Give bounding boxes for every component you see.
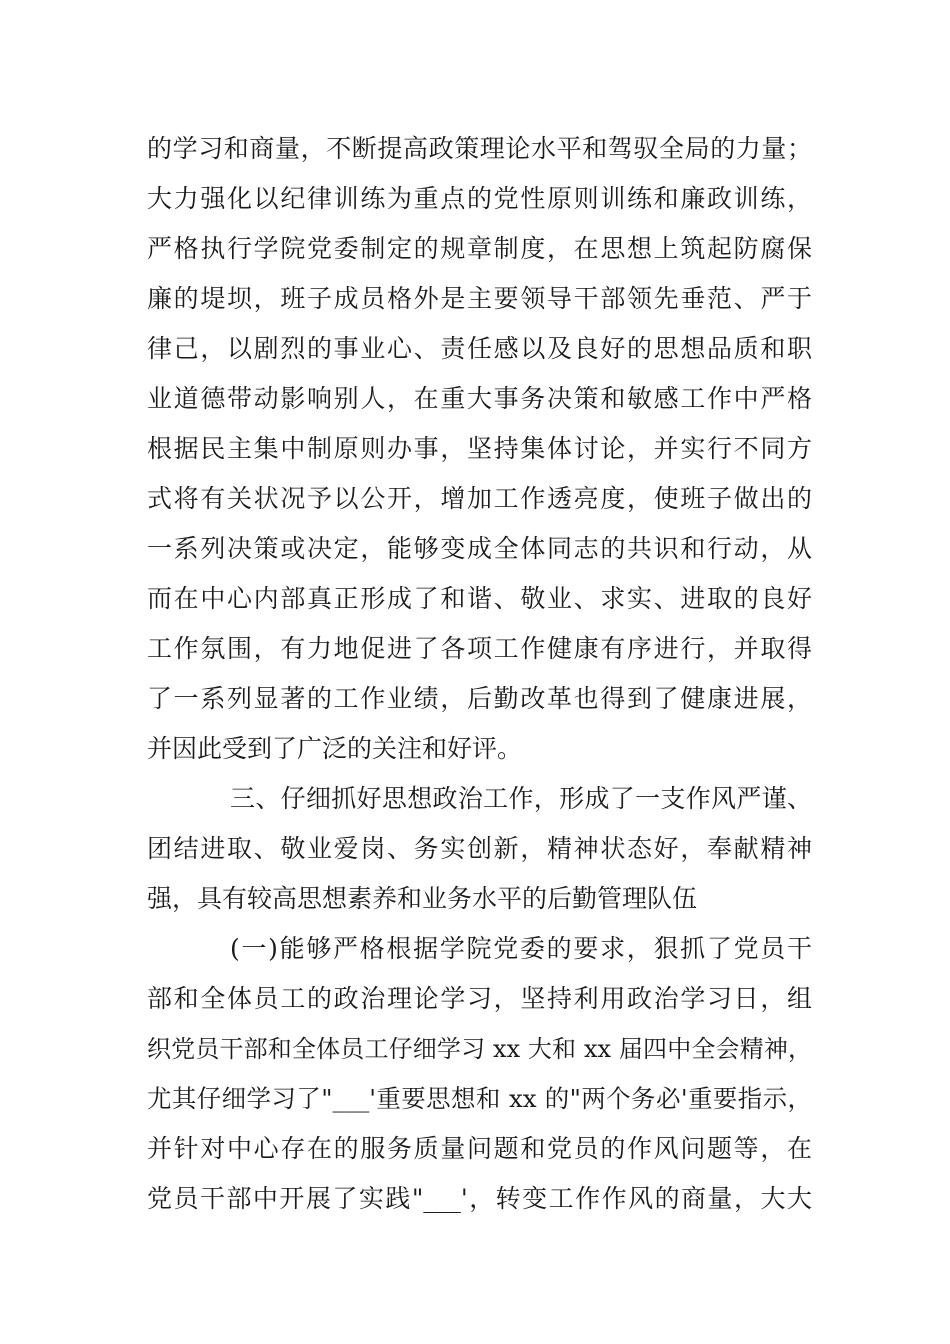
text-line: 严格执行学院党委制定的规章制度，在思想上筑起防腐保 [147, 234, 812, 263]
text-line: 的学习和商量，不断提高政策理论水平和驾驭全局的力量； [147, 134, 812, 163]
text-line: 根据民主集中制原则办事，坚持集体讨论，并实行不同方 [147, 434, 812, 463]
text-line: 律己，以剧烈的事业心、责任感以及良好的思想品质和职 [147, 334, 812, 363]
text-line: 尤其仔细学习了"___'重要思想和 xx 的"两个务必'重要指示， [147, 1084, 812, 1113]
body-text [147, 124, 812, 1224]
text-line: 织党员干部和全体员工仔细学习 xx 大和 xx 届四中全会精神， [147, 1035, 812, 1063]
text-line: 一系列决策或决定，能够变成全体同志的共识和行动，从 [147, 534, 812, 563]
text-line: 并因此受到了广泛的关注和好评。 [147, 734, 523, 763]
text-line: 并针对中心存在的服务质量问题和党员的作风问题等，在 [147, 1134, 812, 1163]
text-line: 而在中心内部真正形成了和谐、敬业、求实、进取的良好 [147, 584, 812, 613]
paragraph-first-line: 三、仔细抓好思想政治工作，形成了一支作风严谨、 [230, 784, 812, 813]
text-line: 大力强化以纪律训练为重点的党性原则训练和廉政训练， [147, 184, 812, 213]
text-line: 廉的堤坝，班子成员格外是主要领导干部领先垂范、严于 [147, 284, 812, 313]
text-line: 了一系列显著的工作业绩，后勤改革也得到了健康进展， [147, 684, 812, 713]
paragraph-first-line: (一)能够严格根据学院党委的要求，狠抓了党员干 [230, 934, 812, 963]
text-line: 团结进取、敬业爱岗、务实创新，精神状态好，奉献精神 [147, 834, 812, 863]
text-line: 部和全体员工的政治理论学习，坚持利用政治学习日，组 [147, 984, 812, 1013]
text-line: 工作氛围，有力地促进了各项工作健康有序进行，并取得 [147, 634, 812, 663]
text-line: 式将有关状况予以公开，增加工作透亮度，使班子做出的 [147, 484, 812, 513]
text-line: 业道德带动影响别人，在重大事务决策和敏感工作中严格 [147, 384, 812, 413]
text-line: 党员干部中开展了实践"___'，转变工作作风的商量，大大 [147, 1184, 812, 1213]
text-line: 强，具有较高思想素养和业务水平的后勤管理队伍 [147, 884, 698, 913]
